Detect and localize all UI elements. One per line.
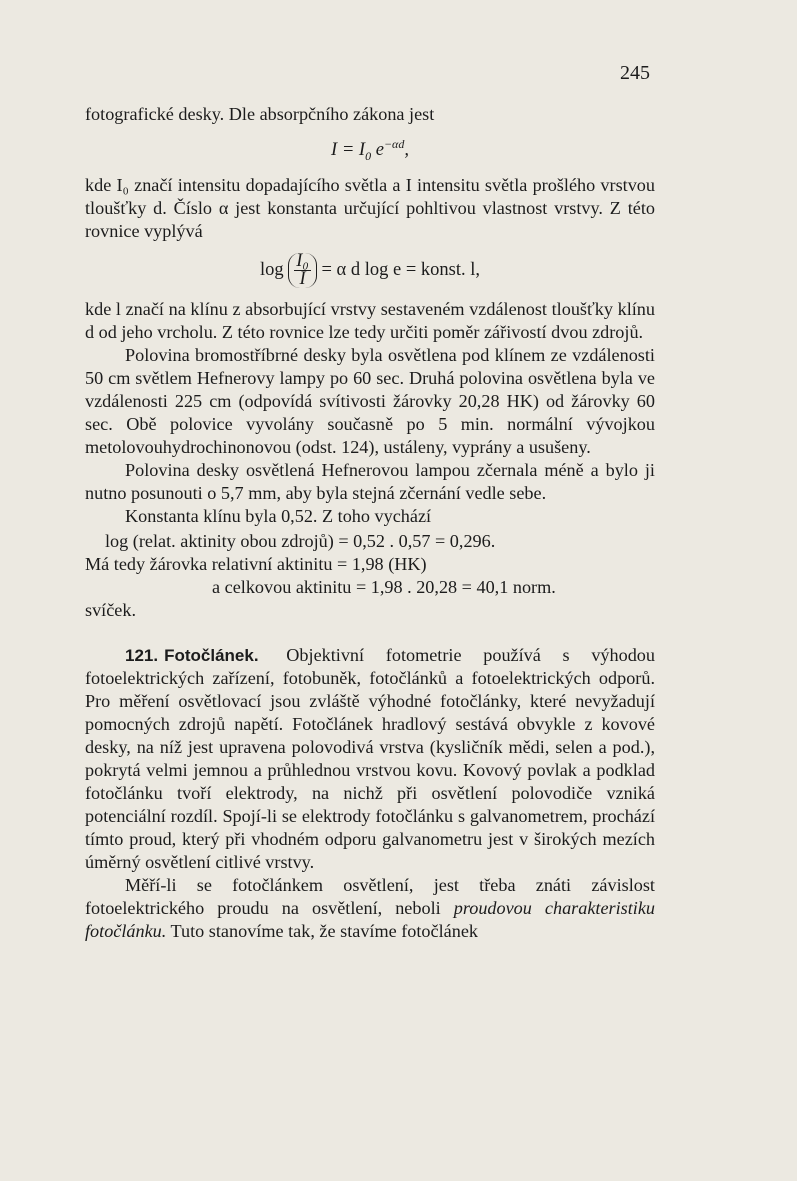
eq1-lhs: I = I bbox=[331, 140, 366, 161]
eq2-fraction bbox=[288, 250, 317, 289]
paragraph-4: Polovina bromostříbrné desky byla osvětlena pod klínem ze vzdálenosti 50 cm světlem Hefnerovy lampy po 60 sec. Druhá polovina osvětlena byla ve vzdálenosti 225 cm (odpovídá svítivosti žárovky 20,28 HK) od žárovky 60 sec. Obě polovice vyvolány současně po 5 min. normální vývojkou metolovouhydrochinonovou (odst. 124), ustáleny, vyprány a usušeny. bbox=[85, 344, 655, 457]
eq1-base: e bbox=[375, 140, 384, 161]
section-paragraph-1 bbox=[85, 644, 655, 874]
eq2-log: log bbox=[260, 259, 284, 280]
eq1-exponent: −αd bbox=[383, 137, 405, 151]
paragraph-6: Konstanta klínu byla 0,52. Z toho vychází bbox=[125, 505, 432, 526]
page-number: 245 bbox=[620, 62, 650, 84]
paragraph-5: Polovina desky osvětlená Hefnerovou lampou zčernala méně a bylo ji nutno posunouti o 5,7 mm, aby byla stejná zčernání vedle sebe. bbox=[85, 459, 655, 503]
calc-line-1: log (relat. aktinity obou zdrojů) = 0,52 . 0,57 = 0,296. bbox=[105, 530, 496, 551]
calculation-block bbox=[85, 530, 655, 622]
calc-line-4: svíček. bbox=[85, 599, 137, 620]
section-121 bbox=[85, 644, 655, 943]
eq2-denominator: I bbox=[299, 268, 306, 289]
section-para1-text: Objektivní fotometrie používá s výhodou fotoelektrických zařízení, fotobuněk, fotočlánků a fotoelektrických odporů. Pro měření osvětlovací jsou zvláště výhodné fotočlánky, které nevyžadují pomocných zdrojů napětí. Fotočlánek hradlový sestává obvykle z kovové desky, na níž jest upravena polovodivá vrstva (kysličník mědi, selen a pod.), pokrytá velmi jemnou a průhlednou vrstvou kovu. Kovový povlak a podklad fotočlánku tvoří elektrody, na nichž při osvětlení polovodiče vzniká potenciální rozdíl. Spojí-li se elektrody fotočlánku s galvanometrem, prochází tímto proud, který při vhodném odporu galvanometru jest v širokých mezích úměrný osvětlení citlivé vrstvy. bbox=[85, 644, 655, 872]
paragraph-2: kde I₀ značí intensitu dopadajícího světla a I intensitu světla prošlého vrstvou tloušťky d. Číslo α jest konstanta určující pohltivou vlastnost vrstvy. Z této rovnice vyplývá bbox=[85, 174, 655, 241]
paragraph-1: fotografické desky. Dle absorpčního zákona jest bbox=[85, 104, 435, 124]
section-number: 121. bbox=[125, 645, 159, 665]
eq2-numerator: I₀ bbox=[296, 250, 309, 271]
page-body bbox=[85, 103, 655, 943]
section-para2-italic: proudovou charakteristiku fotočlánku. bbox=[85, 897, 656, 941]
section-title: Fotočlánek. bbox=[164, 645, 259, 665]
eq1-sub: 0 bbox=[365, 148, 372, 163]
absorption-equation bbox=[85, 133, 655, 168]
section-heading bbox=[125, 646, 265, 665]
section-paragraph-2 bbox=[85, 874, 655, 943]
section-para2-start: Měří-li se fotočlánkem osvětlení, jest třeba znáti závislost fotoelektrického proudu na osvětlení, neboli bbox=[85, 874, 655, 918]
section-para2-end: Tuto stanovíme tak, že stavíme fotočlánek bbox=[170, 920, 478, 941]
calc-line-2: Má tedy žárovka relativní aktinitu = 1,98 (HK) bbox=[85, 553, 427, 574]
log-equation bbox=[85, 250, 655, 289]
eq2-rest: = α d log e = konst. l, bbox=[321, 259, 480, 280]
paragraph-3: kde l značí na klínu z absorbující vrstvy sestaveném vzdálenost tloušťky klínu d od jeho vrcholu. Z této rovnice lze tedy určiti poměr zářivostí dvou zdrojů. bbox=[85, 298, 655, 342]
eq1-tail: , bbox=[404, 140, 409, 161]
calc-line-3: a celkovou aktinitu = 1,98 . 20,28 = 40,1 norm. bbox=[212, 576, 556, 597]
